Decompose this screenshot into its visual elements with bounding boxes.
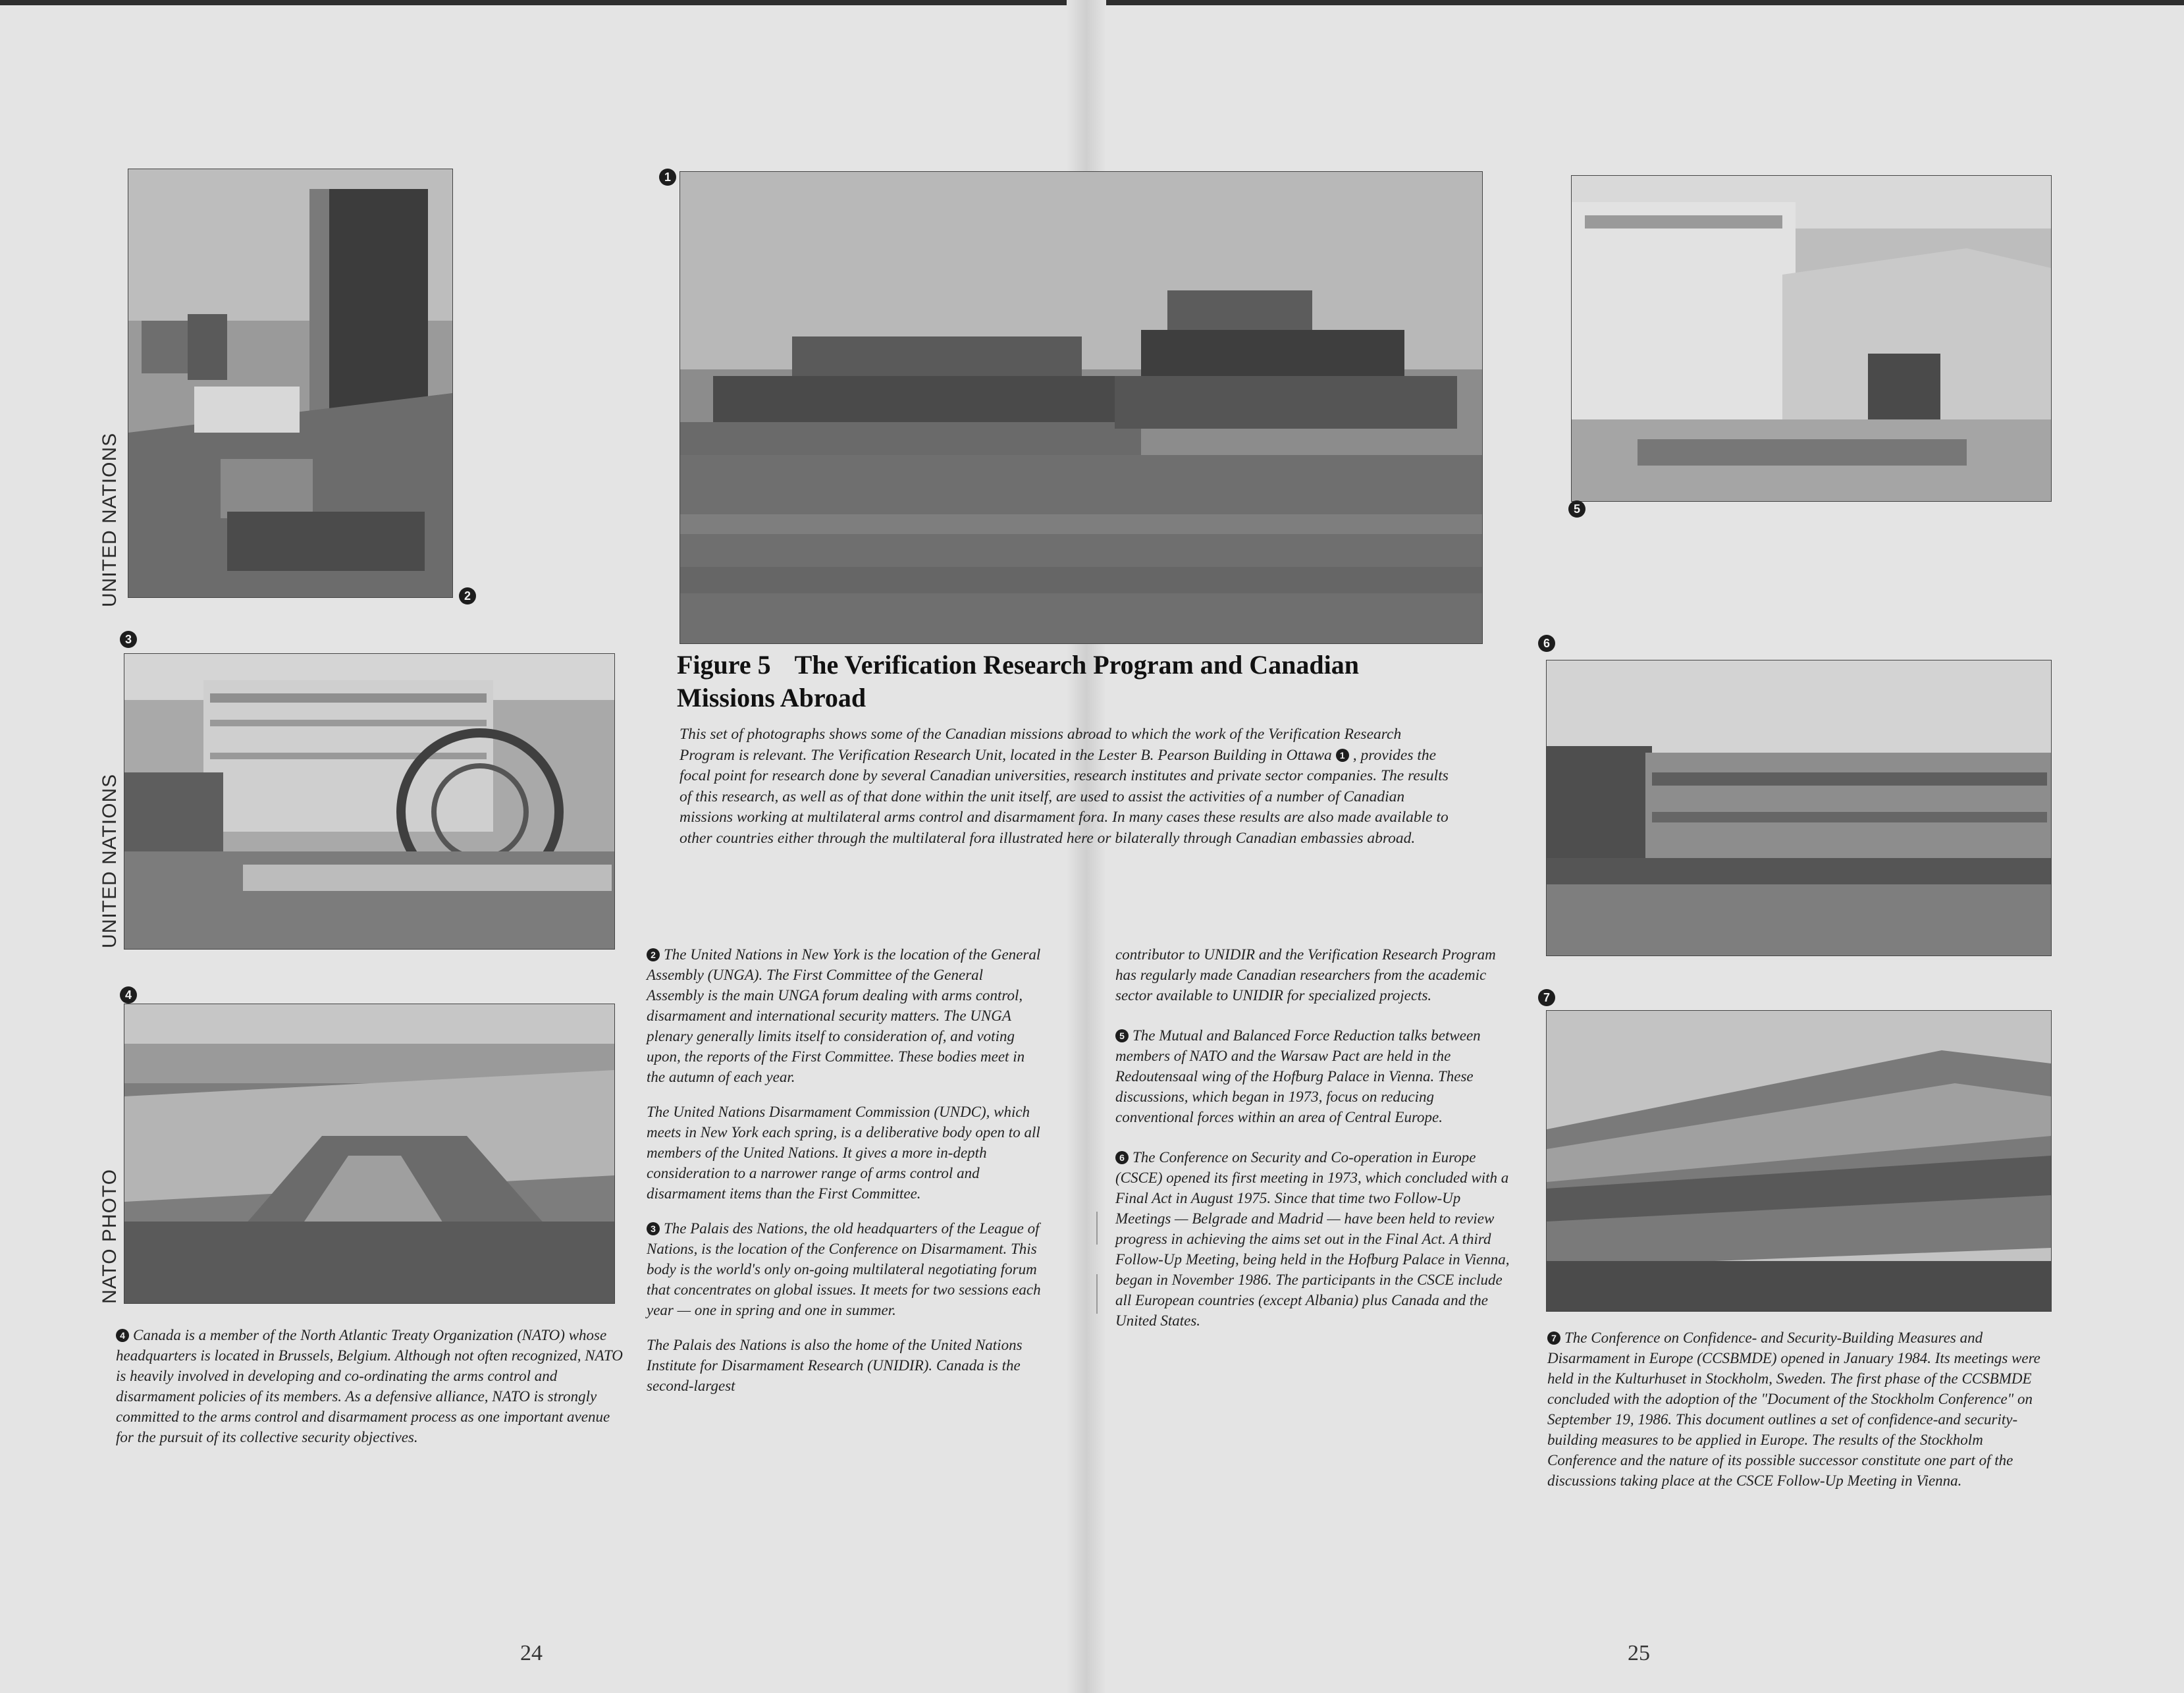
caption-number-6: 6 [1115, 1151, 1129, 1164]
binding-mark-2 [1096, 1274, 1102, 1314]
page-number-left: 24 [520, 1641, 543, 1665]
caption-undc-text: The United Nations Disarmament Commission (UNDC), which meets in New York each spring, is a deliberative body open to all members of the United Nations. It gives a more in-depth consideration to a narrower range of arms control and disarmament items than the First Committee. [647, 1104, 1040, 1202]
photo-hofburg-redoutensaal-image [1572, 176, 2051, 501]
photo-nato-headquarters [124, 1004, 615, 1304]
figure-intro-part-1: This set of photographs shows some of the Canadian missions abroad to which the work of the Verification Research Program is relevant. The Verification Research Unit, located in the Lester B. Pearson Building in Ottawa [679, 726, 1402, 764]
figure-intro-badge: 1 [1336, 749, 1349, 762]
photo-nato-headquarters-image [124, 1004, 614, 1303]
photo-credit-un-2: UNITED NATIONS [99, 773, 120, 948]
caption-un-new-york-text: The United Nations in New York is the location of the General Assembly (UNGA). The First Committee of the General Assembly is the main UNGA forum dealing with arms control, disarmament and international security matters. The UNGA plenary generally limits itself to consideration of, and voting upon, the reports of the First Committee. These bodies meet in the autumn of each year. [647, 946, 1041, 1085]
photo-number-2: 2 [459, 587, 476, 605]
figure-intro-part-2: , provides the focal point for research done by several Canadian universities, research institutes and private sector companies. The results of this research, as well as of that done within the unit itself, are used to assist the activities of a number of Canadian missions working at multilateral arms control and disarmament fora. In many cases these results are also made available to other countries either through the multilateral fora illustrated here or bilaterally through Canadian embassies abroad. [679, 746, 1449, 847]
photo-pearson-building-image [680, 172, 1482, 643]
binding-mark-1 [1096, 1212, 1102, 1245]
caption-number-2: 2 [647, 948, 660, 961]
captions-column-a [647, 944, 1042, 1411]
photo-number-6: 6 [1538, 635, 1555, 652]
photo-un-new-york-image [128, 169, 452, 597]
caption-unidir-text: The Palais des Nations is also the home of the United Nations Institute for Disarmament Research (UNIDIR). Canada is the second-largest [647, 1337, 1023, 1394]
photo-un-new-york [128, 169, 453, 598]
photo-palais-des-nations-image [124, 654, 614, 949]
photo-hofburg-vienna [1546, 660, 2052, 956]
photo-hofburg-redoutensaal [1571, 175, 2052, 502]
captions-column-b [1115, 944, 1510, 1345]
caption-nato-text: Canada is a member of the North Atlantic Treaty Organization (NATO) whose headquarters is located in Brussels, Belgium. Although not often recognized, NATO is heavily involved in developing and co-ordinating the arms control and disarmament policies of its members. As a defensive alliance, NATO is strongly committed to the arms control and disarmament process as one important avenue for the pursuit of its collective security objectives. [116, 1327, 623, 1445]
figure-label: Figure 5 [677, 650, 771, 680]
caption-number-7: 7 [1547, 1331, 1560, 1345]
photo-kulturhuset-stockholm-image [1547, 1011, 2051, 1311]
photo-hofburg-vienna-image [1547, 660, 2051, 955]
photo-credit-nato: NATO PHOTO [99, 1168, 120, 1304]
caption-unidir-continued-text: contributor to UNIDIR and the Verification Research Program has regularly made Canadian researchers from the academic sector available to UNIDIR for specialized projects. [1115, 946, 1496, 1004]
photo-pearson-building [679, 171, 1483, 644]
figure-title [677, 649, 1454, 714]
photo-kulturhuset-stockholm [1546, 1010, 2052, 1312]
page-number-right: 25 [1628, 1641, 1650, 1665]
caption-number-3: 3 [647, 1222, 660, 1235]
caption-number-5: 5 [1115, 1029, 1129, 1042]
photo-number-3: 3 [120, 631, 137, 648]
photo-credit-un-1: UNITED NATIONS [99, 432, 120, 607]
caption-palais-text: The Palais des Nations, the old headquarters of the League of Nations, is the location of the Conference on Disarmament. This body is the world's only on-going multilateral negotiating forum that concentrates on global issues. It meets for two sessions each year — one in spring and one in summer. [647, 1220, 1041, 1318]
photo-number-5: 5 [1568, 500, 1585, 518]
figure-intro [679, 724, 1456, 849]
caption-csce-text: The Conference on Security and Co-operation in Europe (CSCE) opened its first meeting in 1973, which concluded with a Final Act in August 1975. Since that time two Follow-Up Meetings — Belgrade and Madrid — have been held to review progress in achieving the aims set out in the Final Act. A third Follow-Up Meeting, being held in the Hofburg Palace in Vienna, began in November 1986. The participants in the CSCE include all European countries (except Albania) plus Canada and the United States. [1115, 1149, 1510, 1329]
figure-title-text: The Verification Research Program and Canadian Missions Abroad [677, 650, 1359, 712]
photo-number-1: 1 [659, 169, 676, 186]
caption-ccsbmde [1547, 1328, 2052, 1505]
photo-palais-des-nations [124, 653, 615, 950]
caption-ccsbmde-text: The Conference on Confidence- and Security-Building Measures and Disarmament in Europe (CCSBMDE) opened in January 1984. Its meetings were held in the Kulturhuset in Stockholm, Sweden. The first phase of the CCSBMDE concluded with the adoption of the "Document of the Stockholm Conference" on September 19, 1986. This document outlines a set of confidence-and security-building measures to be applied in Europe. The results of the Stockholm Conference and the nature of its possible successor constitute one part of the discussions taking place at the CSCE Follow-Up Meeting in Vienna. [1547, 1330, 2040, 1489]
caption-number-4: 4 [116, 1329, 129, 1342]
caption-nato [116, 1325, 623, 1462]
photo-number-4: 4 [120, 986, 137, 1004]
caption-mbfr-text: The Mutual and Balanced Force Reduction talks between members of NATO and the Warsaw Pact are held in the Redoutensaal wing of the Hofburg Palace in Vienna. These discussions, which began in 1973, focus on reducing conventional forces within an area of Central Europe. [1115, 1027, 1481, 1125]
photo-number-7: 7 [1538, 989, 1555, 1006]
